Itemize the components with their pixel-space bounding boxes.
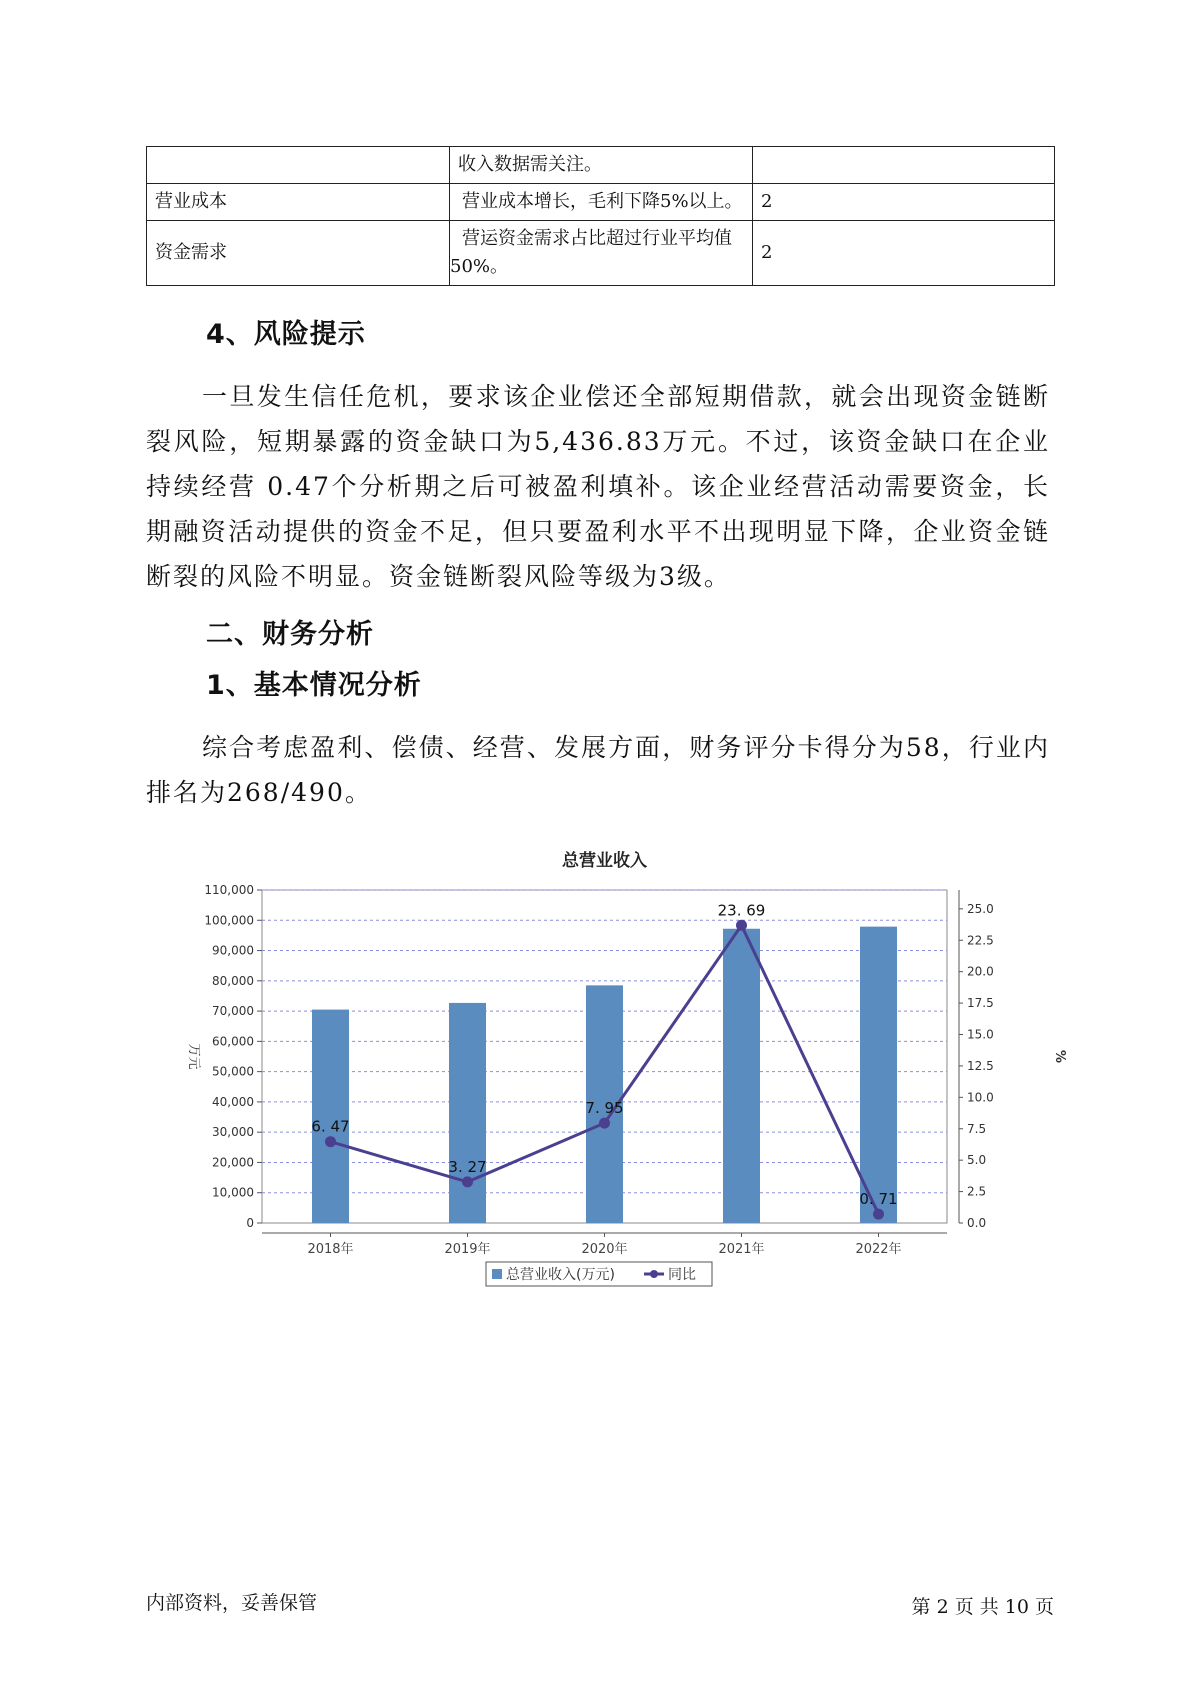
body-paragraph: 一旦发生信任危机，要求该企业偿还全部短期借款，就会出现资金链断裂风险，短期暴露的资金缺口为5,436.83万元。不过，该资金缺口在企业持续经营 0.47个分析期之后可被盈利填补。该企业经营活动需要资金，长期融资活动提供的资金不足，但只要盈利水平不出现明显下降，企业资金链断裂的风险不明显。资金链断裂风险等级为3级。 <box>146 382 1050 591</box>
data-label: 3. 27 <box>448 1157 487 1176</box>
chart-svg <box>170 838 1067 1298</box>
data-label: 6. 47 <box>311 1117 350 1136</box>
x-tick-label: 2021年 <box>718 1242 765 1257</box>
table-row <box>147 147 1055 184</box>
y2-tick-label: 22.5 <box>967 933 994 948</box>
criteria-table <box>146 146 1055 286</box>
y2-tick-label: 2.5 <box>967 1184 987 1199</box>
table-cell: 2 <box>753 184 1055 221</box>
revenue-chart <box>170 838 1067 1298</box>
y2-axis-label: % <box>1052 1049 1067 1064</box>
bar <box>860 927 897 1223</box>
y-tick-label: 70,000 <box>212 1004 254 1019</box>
y-tick-label: 40,000 <box>212 1094 254 1109</box>
y-tick-label: 90,000 <box>212 943 254 958</box>
y-tick-label: 110,000 <box>204 883 254 897</box>
yoy-point <box>325 1136 336 1147</box>
y2-tick-label: 12.5 <box>967 1058 994 1073</box>
legend-bar-swatch <box>492 1269 502 1279</box>
chart-title: 总营业收入 <box>562 851 647 871</box>
table-cell: 资金需求 <box>147 221 450 286</box>
y2-tick-label: 17.5 <box>967 996 994 1011</box>
y2-tick-label: 10.0 <box>967 1090 994 1105</box>
table-cell: 营运资金需求占比超过行业平均值50%。 <box>450 221 753 286</box>
y-tick-label: 50,000 <box>212 1064 254 1079</box>
y2-tick-label: 7.5 <box>967 1121 987 1136</box>
y2-tick-label: 15.0 <box>967 1027 994 1042</box>
y-tick-label: 0 <box>246 1216 254 1230</box>
bar <box>723 929 760 1223</box>
section-heading: 4、风险提示 <box>206 319 366 350</box>
bar <box>312 1010 349 1223</box>
sub-heading: 1、基本情况分析 <box>206 670 422 701</box>
y-axis-label: 万元 <box>186 1043 201 1070</box>
yoy-point <box>599 1118 610 1129</box>
data-label: 23. 69 <box>717 901 766 920</box>
data-label: 7. 95 <box>585 1099 624 1118</box>
x-tick-label: 2018年 <box>307 1242 354 1257</box>
y2-tick-label: 5.0 <box>967 1153 987 1168</box>
yoy-point <box>873 1209 884 1220</box>
table-row <box>147 221 1055 286</box>
y-tick-label: 80,000 <box>212 973 254 988</box>
legend-label-yoy: 同比 <box>668 1267 696 1283</box>
y2-tick-label: 25.0 <box>967 901 994 916</box>
x-tick-label: 2022年 <box>855 1242 902 1257</box>
table-row <box>147 184 1055 221</box>
body-paragraph: 综合考虑盈利、偿债、经营、发展方面，财务评分卡得分为58，行业内排名为268/490。 <box>146 733 1050 807</box>
y-tick-label: 20,000 <box>212 1155 254 1170</box>
x-tick-label: 2020年 <box>581 1242 628 1257</box>
legend-label-revenue: 总营业收入(万元) <box>506 1267 615 1283</box>
legend-line-marker <box>650 1270 658 1278</box>
table-cell: 2 <box>753 221 1055 286</box>
page-number: 第 2 页 共 10 页 <box>911 1596 1054 1618</box>
table-cell: 营业成本 <box>147 184 450 221</box>
table-cell <box>147 147 450 184</box>
x-tick-label: 2019年 <box>444 1242 491 1257</box>
yoy-point <box>736 920 747 931</box>
table-cell <box>753 147 1055 184</box>
y-tick-label: 10,000 <box>212 1185 254 1200</box>
table-cell: 收入数据需关注。 <box>450 147 753 184</box>
y2-tick-label: 20.0 <box>967 964 994 979</box>
y-tick-label: 60,000 <box>212 1034 254 1049</box>
y2-tick-label: 0.0 <box>967 1216 987 1230</box>
y-tick-label: 100,000 <box>204 913 254 928</box>
data-label: 0. 71 <box>859 1190 898 1209</box>
bar <box>449 1003 486 1223</box>
table-cell: 营业成本增长，毛利下降5%以上。 <box>450 184 753 221</box>
section-heading: 二、财务分析 <box>206 619 374 650</box>
y-tick-label: 30,000 <box>212 1125 254 1140</box>
yoy-point <box>462 1176 473 1187</box>
footer-confidential: 内部资料，妥善保管 <box>146 1592 318 1614</box>
